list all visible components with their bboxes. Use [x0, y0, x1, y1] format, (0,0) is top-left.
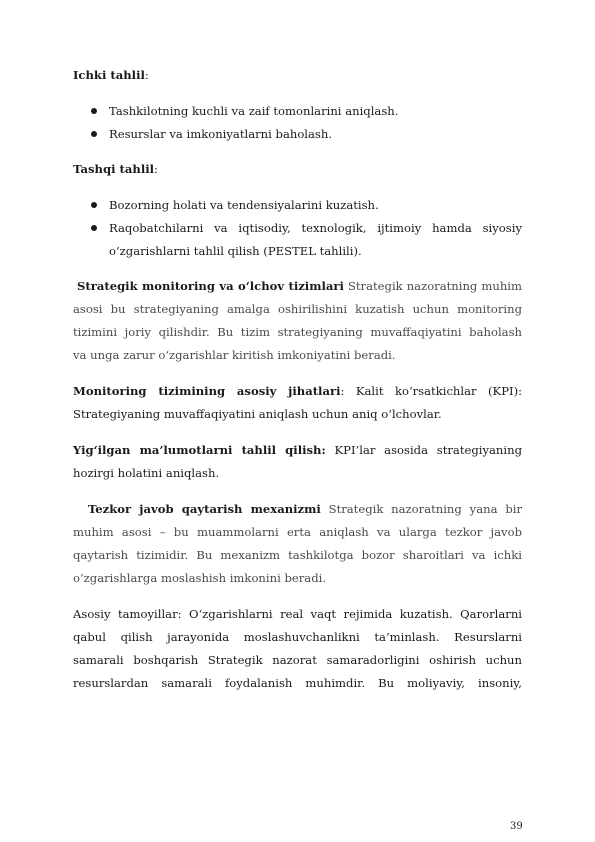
- paragraph-line: [73, 275, 522, 298]
- analysis-paragraph: [73, 439, 522, 485]
- analysis-text: KPI’lar asosida strategiyaning: [325, 443, 522, 457]
- features-paragraph: [73, 380, 522, 426]
- paragraph-line: samarali boshqarish Strategik nazorat samaradorligini oshirish uchun: [73, 653, 522, 667]
- bullet-icon: [91, 202, 97, 208]
- list-item: [73, 123, 522, 146]
- external-heading-colon: :: [154, 162, 158, 176]
- paragraph-line: [73, 380, 522, 403]
- list-item-text: Raqobatchilarni va iqtisodiy, texnologik, ijtimoiy hamda siyosiy: [109, 221, 522, 235]
- response-title: Tezkor javob qaytarish mexanizmi: [88, 502, 321, 516]
- paragraph-line: [73, 439, 522, 462]
- paragraph-line: Strategiyaning muvaffaqiyatini aniqlash uchun aniq o‘lchovlar.: [73, 407, 442, 421]
- paragraph-line: resurslardan samarali foydalanish muhimdir. Bu moliyaviy, insoniy,: [73, 676, 522, 690]
- monitoring-paragraph: [73, 275, 522, 367]
- bullet-icon: [91, 108, 97, 114]
- analysis-title: Yig‘ilgan ma’lumotlarni tahlil qilish:: [73, 443, 326, 457]
- paragraph-line: va unga zarur o‘zgarishlar kiritish imkoniyatini beradi.: [73, 348, 396, 362]
- list-item: [73, 217, 522, 263]
- features-text: : Kalit ko‘rsatkichlar (KPI):: [340, 384, 523, 398]
- paragraph-line: hozirgi holatini aniqlash.: [73, 466, 220, 480]
- paragraph-line: tizimini joriy qilishdir. Bu tizim strategiyaning muvaffaqiyatini baholash: [73, 325, 522, 339]
- paragraph-line: o‘zgarishlarga moslashish imkonini beradi.: [73, 571, 327, 585]
- principles-paragraph: [73, 603, 522, 695]
- paragraph-line: [73, 498, 522, 521]
- external-analysis-heading: [73, 158, 522, 180]
- list-item-text: Resurslar va imkoniyatlarni baholash.: [109, 127, 333, 141]
- paragraph-line: Asosiy tamoyillar: O‘zgarishlarni real vaqt rejimida kuzatish. Qarorlarni: [73, 607, 522, 621]
- paragraph-line: qabul qilish jarayonida moslashuvchanlikni ta’minlash. Resurslarni: [73, 630, 522, 644]
- page-number: 39: [510, 821, 523, 832]
- bullet-icon: [91, 225, 97, 231]
- list-item-text-continued: o‘zgarishlarni tahlil qilish (PESTEL tahlili).: [109, 244, 362, 258]
- paragraph-line: qaytarish tizimidir. Bu mexanizm tashkilotga bozor sharoitlari va ichki: [73, 548, 522, 562]
- external-heading-text: Tashqi tahlil: [73, 162, 155, 176]
- response-paragraph: [73, 498, 522, 590]
- monitoring-title: Strategik monitoring va o‘lchov tizimlari: [77, 279, 344, 293]
- internal-analysis-list: [73, 100, 522, 146]
- external-analysis-list: [73, 194, 522, 263]
- monitoring-text: Strategik nazoratning muhim: [347, 279, 523, 293]
- internal-heading-text: Ichki tahlil: [73, 68, 145, 82]
- list-item: [73, 100, 522, 123]
- page-content: [73, 64, 522, 695]
- internal-heading-colon: :: [144, 68, 149, 82]
- list-item-text: Bozorning holati va tendensiyalarini kuzatish.: [109, 198, 379, 212]
- bullet-icon: [91, 131, 97, 137]
- paragraph-line: muhim asosi – bu muammolarni erta aniqlash va ularga tezkor javob: [73, 525, 522, 539]
- features-title: Monitoring tizimining asosiy jihatlari: [73, 384, 341, 398]
- paragraph-line: asosi bu strategiyaning amalga oshirilishini kuzatish uchun monitoring: [73, 302, 522, 316]
- response-text: Strategik nazoratning yana bir: [320, 502, 522, 516]
- list-item: [73, 194, 522, 217]
- list-item-text: Tashkilotning kuchli va zaif tomonlarini aniqlash.: [109, 104, 399, 118]
- internal-analysis-heading: [73, 64, 522, 86]
